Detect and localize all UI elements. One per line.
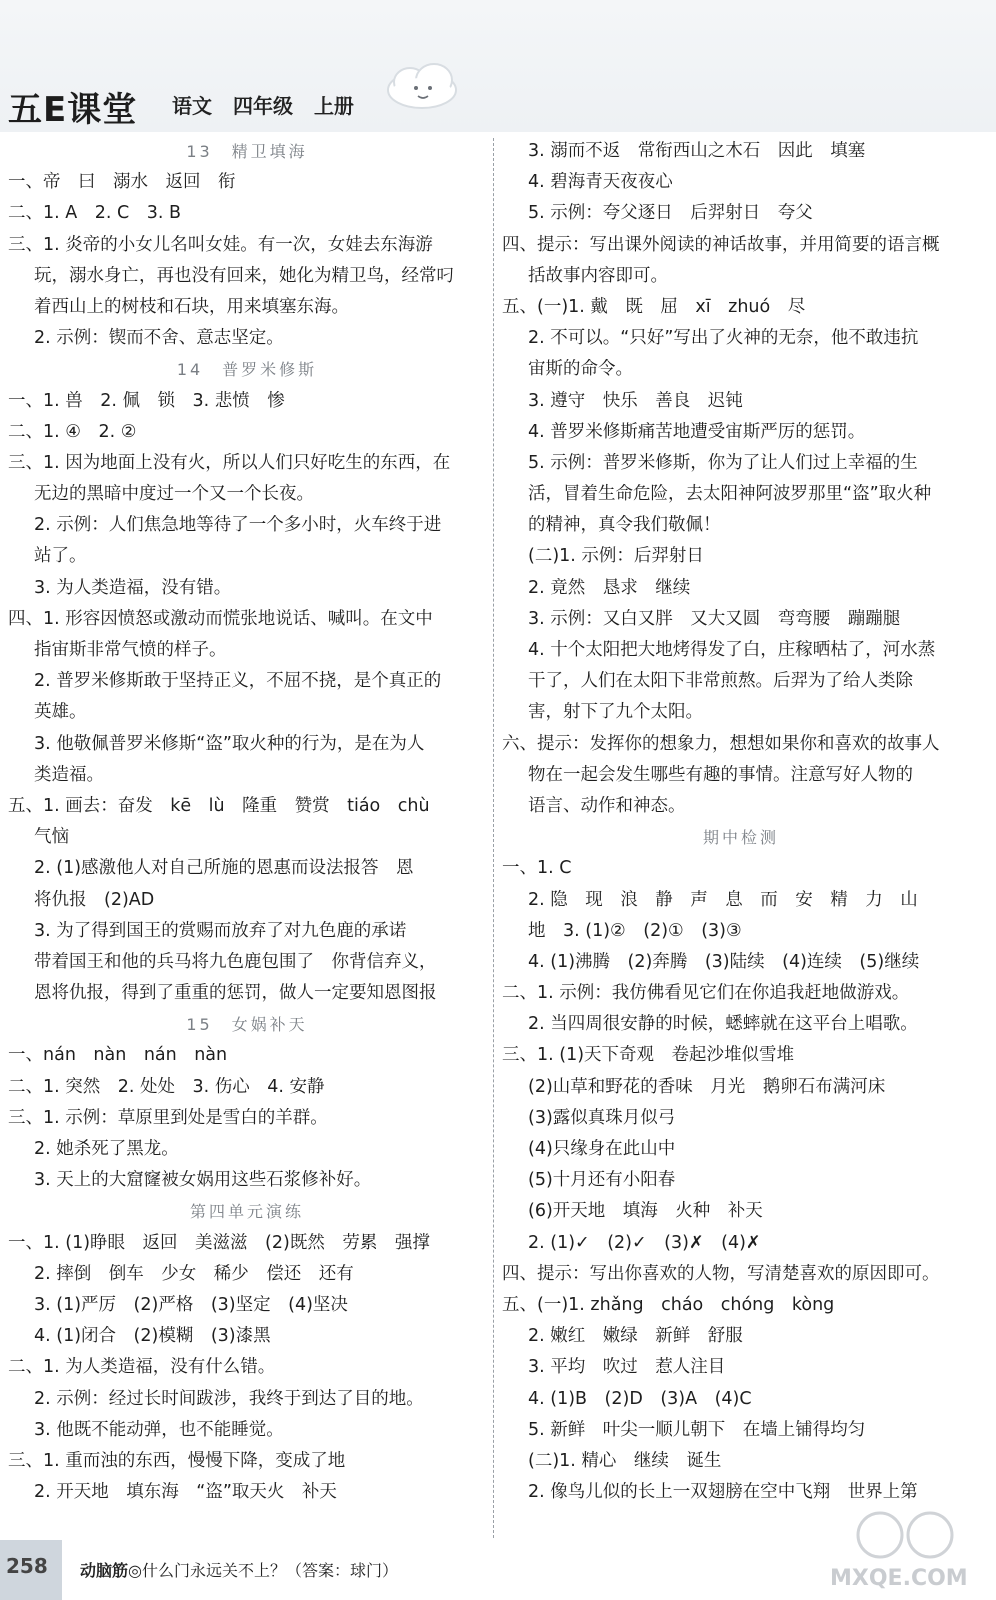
answer-line: 六、提示：发挥你的想象力，想想如果你和喜欢的故事人 bbox=[502, 733, 940, 754]
answer-line: 干了，人们在太阳下非常煎熬。后羿为了给人类除 bbox=[528, 671, 913, 692]
watermark-text: MXQE.COM bbox=[830, 1566, 968, 1591]
answer-line: 4. (1)沸腾 (2)奔腾 (3)陆续 (4)连续 (5)继续 bbox=[528, 951, 920, 972]
section-title: 13 精卫填海 bbox=[186, 142, 308, 161]
answer-line: 一、1. (1)睁眼 返回 美滋滋 (2)既然 劳累 强撑 bbox=[8, 1232, 430, 1253]
answer-line: 站了。 bbox=[34, 546, 87, 567]
answer-line: 四、1. 形容因愤怒或激动而慌张地说话、喊叫。在文中 bbox=[8, 608, 433, 629]
volume-label: 上册 bbox=[313, 94, 354, 118]
answer-line: 一、帝 曰 溺水 返回 衔 bbox=[8, 172, 236, 193]
answer-line: 带着国王和他的兵马将九色鹿包围了 你背信弃义， bbox=[34, 951, 437, 972]
answer-line: 2. 嫩红 嫩绿 新鲜 舒服 bbox=[528, 1326, 743, 1347]
brain-teaser-text: 什么门永远关不上？（答案：球门） bbox=[141, 1561, 398, 1580]
grade-label: 四年级 bbox=[232, 94, 293, 118]
answer-line: 5. 新鲜 叶尖一顺儿朝下 在墙上铺得均匀 bbox=[528, 1419, 866, 1440]
answer-line: 恩将仇报，得到了重重的惩罚，做人一定要知恩图报 bbox=[34, 983, 437, 1004]
answer-line: 二、1. 示例：我仿佛看见它们在你追我赶地做游戏。 bbox=[502, 983, 910, 1004]
answer-line: 三、1. (1)天下奇观 卷起沙堆似雪堆 bbox=[502, 1045, 795, 1066]
answer-line: 五、1. 画去：奋发 kē lù 隆重 赞赏 tiáo chù bbox=[8, 795, 430, 816]
section-title: 15 女娲补天 bbox=[186, 1015, 308, 1035]
answer-line: 的精神，真令我们敬佩！ bbox=[528, 515, 721, 536]
answer-line: 5. 示例：夸父逐日 后羿射日 夸父 bbox=[528, 203, 813, 224]
left-answer-column bbox=[8, 136, 486, 1508]
answer-line: 三、1. 因为地面上没有火，所以人们只好吃生的东西，在 bbox=[8, 452, 451, 473]
answer-line: (2)山草和野花的香味 月光 鹅卵石布满河床 bbox=[528, 1076, 886, 1097]
answer-line: 3. 天上的大窟窿被女娲用这些石浆修补好。 bbox=[34, 1170, 372, 1191]
answer-line: 指宙斯非常气愤的样子。 bbox=[34, 640, 227, 660]
answer-line: 3. 他敬佩普罗米修斯“盗”取火种的行为，是在为人 bbox=[34, 733, 425, 754]
answer-line: 三、1. 炎帝的小女儿名叫女娃。有一次，女娃去东海游 bbox=[8, 234, 433, 255]
answer-line: 一、nán nàn nán nàn bbox=[8, 1045, 228, 1066]
answer-line: 3. 为了得到国王的赏赐而放弃了对九色鹿的承诺 bbox=[34, 920, 407, 941]
page-header bbox=[0, 0, 996, 132]
answer-line: 无边的黑暗中度过一个又一个长夜。 bbox=[34, 484, 314, 505]
answer-line: 3. 平均 吹过 惹人注目 bbox=[528, 1357, 726, 1378]
answer-line: 3. 他既不能动弹，也不能睡觉。 bbox=[34, 1419, 284, 1440]
answer-line: 2. (1)感激他人对自己所施的恩惠而设法报答 恩 bbox=[34, 858, 414, 879]
answer-line: 三、1. 示例：草原里到处是雪白的羊群。 bbox=[8, 1107, 328, 1128]
answer-line: 2. 普罗米修斯敢于坚持正义，不屈不挠，是个真正的 bbox=[34, 671, 442, 692]
answer-line: 宙斯的命令。 bbox=[528, 359, 633, 380]
answer-line: 5. 示例：普罗米修斯，你为了让人们过上幸福的生 bbox=[528, 452, 918, 473]
answer-line: 二、1. 突然 2. 处处 3. 伤心 4. 安静 bbox=[8, 1076, 325, 1097]
answer-line: 四、提示：写出你喜欢的人物，写清楚喜欢的原因即可。 bbox=[502, 1263, 940, 1284]
answer-line: 3. 示例：又白又胖 又大又圆 弯弯腰 蹦蹦腿 bbox=[528, 608, 901, 629]
column-divider bbox=[493, 138, 494, 1538]
answer-line: 2. 她杀死了黑龙。 bbox=[34, 1139, 179, 1159]
answer-line: 二、1. A 2. C 3. B bbox=[8, 203, 181, 224]
answer-line: 括故事内容即可。 bbox=[528, 265, 668, 286]
answer-line: 二、1. ④ 2. ② bbox=[8, 421, 137, 442]
answer-line: 二、1. 为人类造福，没有什么错。 bbox=[8, 1357, 276, 1378]
answer-line: 2. 示例：锲而不舍、意志坚定。 bbox=[34, 328, 284, 349]
answer-line: 2. 隐 现 浪 静 声 息 而 安 精 力 山 bbox=[528, 889, 918, 910]
answer-line: (二)1. 精心 继续 诞生 bbox=[528, 1450, 722, 1471]
answer-line: 将仇报 (2)AD bbox=[34, 889, 155, 910]
answer-line: (6)开天地 填海 火种 补天 bbox=[528, 1201, 763, 1222]
answer-line: 2. (1)✓ (2)✓ (3)✗ (4)✗ bbox=[528, 1232, 761, 1253]
answer-line: 2. 像鸟儿似的长上一双翅膀在空中飞翔 世界上第 bbox=[528, 1482, 918, 1503]
brain-teaser-label: 动脑筋◎ bbox=[80, 1561, 142, 1580]
answer-line: 语言、动作和神态。 bbox=[528, 795, 686, 816]
answer-line: 玩，溺水身亡，再也没有回来，她化为精卫鸟，经常叼 bbox=[34, 265, 454, 286]
brand-logo: 五E课堂 bbox=[8, 90, 138, 130]
answer-line: 4. 十个太阳把大地烤得发了白，庄稼晒枯了，河水蒸 bbox=[528, 640, 936, 660]
page-footer bbox=[0, 1540, 996, 1600]
answer-line: 2. 竟然 恳求 继续 bbox=[528, 577, 691, 598]
answer-line: 2. 开天地 填东海 “盗”取天火 补天 bbox=[34, 1482, 337, 1503]
section-title: 第四单元演练 bbox=[189, 1202, 304, 1222]
answer-line: (5)十月还有小阳春 bbox=[528, 1170, 676, 1191]
answer-line: 3. (1)严厉 (2)严格 (3)坚定 (4)坚决 bbox=[34, 1294, 348, 1315]
answer-line: (4)只缘身在此山中 bbox=[528, 1139, 676, 1159]
answer-line: 4. (1)闭合 (2)模糊 (3)漆黑 bbox=[34, 1326, 271, 1347]
answer-line: 四、提示：写出课外阅读的神话故事，并用简要的语言概 bbox=[502, 234, 940, 255]
answer-line: 2. 摔倒 倒车 少女 稀少 偿还 还有 bbox=[34, 1263, 354, 1284]
right-answer-column bbox=[502, 136, 980, 1508]
book-info bbox=[172, 90, 368, 119]
answer-line: 4. 普罗米修斯痛苦地遭受宙斯严厉的惩罚。 bbox=[528, 421, 866, 442]
answer-line: 2. 示例：人们焦急地等待了一个多小时，火车终于进 bbox=[34, 515, 442, 536]
answer-line: 着西山上的树枝和石块，用来填塞东海。 bbox=[34, 296, 349, 317]
section-title: 14 普罗米修斯 bbox=[176, 360, 318, 380]
page-number: 258 bbox=[6, 1554, 48, 1578]
answer-line: 地 3. (1)② (2)① (3)③ bbox=[528, 920, 742, 941]
answer-line: 一、1. 兽 2. 佩 锁 3. 悲愤 惨 bbox=[8, 390, 285, 411]
answer-line: 类造福。 bbox=[34, 764, 104, 785]
answer-line: 五、(一)1. 戴 既 屈 xī zhuó 尽 bbox=[502, 296, 806, 317]
page-number-box bbox=[0, 1540, 62, 1600]
answer-line: 2. 当四周很安静的时候，蟋蟀就在这平台上唱歌。 bbox=[528, 1014, 918, 1035]
answer-line: 3. 溺而不返 常衔西山之木石 因此 填塞 bbox=[528, 141, 866, 161]
answer-line: 英雄。 bbox=[34, 702, 87, 723]
answer-line: 2. 示例：经过长时间跋涉，我终于到达了目的地。 bbox=[34, 1388, 424, 1409]
answer-line: 气恼 bbox=[34, 827, 69, 848]
answer-line: 害，射下了九个太阳。 bbox=[528, 702, 703, 723]
answer-line: 4. 碧海青天夜夜心 bbox=[528, 172, 673, 193]
answer-line: 三、1. 重而浊的东西，慢慢下降，变成了地 bbox=[8, 1450, 346, 1471]
answer-line: 2. 不可以。“只好”写出了火神的无奈，他不敢违抗 bbox=[528, 328, 919, 349]
answer-line: 五、(一)1. zhǎng cháo chóng kòng bbox=[502, 1294, 835, 1315]
subject-label: 语文 bbox=[172, 94, 212, 118]
answer-line: 3. 为人类造福，没有错。 bbox=[34, 577, 232, 598]
answer-line: 3. 遵守 快乐 善良 迟钝 bbox=[528, 390, 743, 411]
answer-line: 物在一起会发生哪些有趣的事情。注意写好人物的 bbox=[528, 764, 913, 785]
answer-line: (二)1. 示例：后羿射日 bbox=[528, 546, 704, 567]
brain-teaser bbox=[80, 1558, 398, 1581]
cloud-icon bbox=[380, 56, 464, 114]
answer-line: 一、1. C bbox=[502, 858, 572, 879]
section-title: 期中检测 bbox=[702, 828, 779, 848]
answer-line: (3)露似真珠月似弓 bbox=[528, 1107, 676, 1128]
answer-line: 活，冒着生命危险，去太阳神阿波罗那里“盗”取火种 bbox=[528, 484, 932, 505]
answer-line: 4. (1)B (2)D (3)A (4)C bbox=[528, 1388, 752, 1409]
